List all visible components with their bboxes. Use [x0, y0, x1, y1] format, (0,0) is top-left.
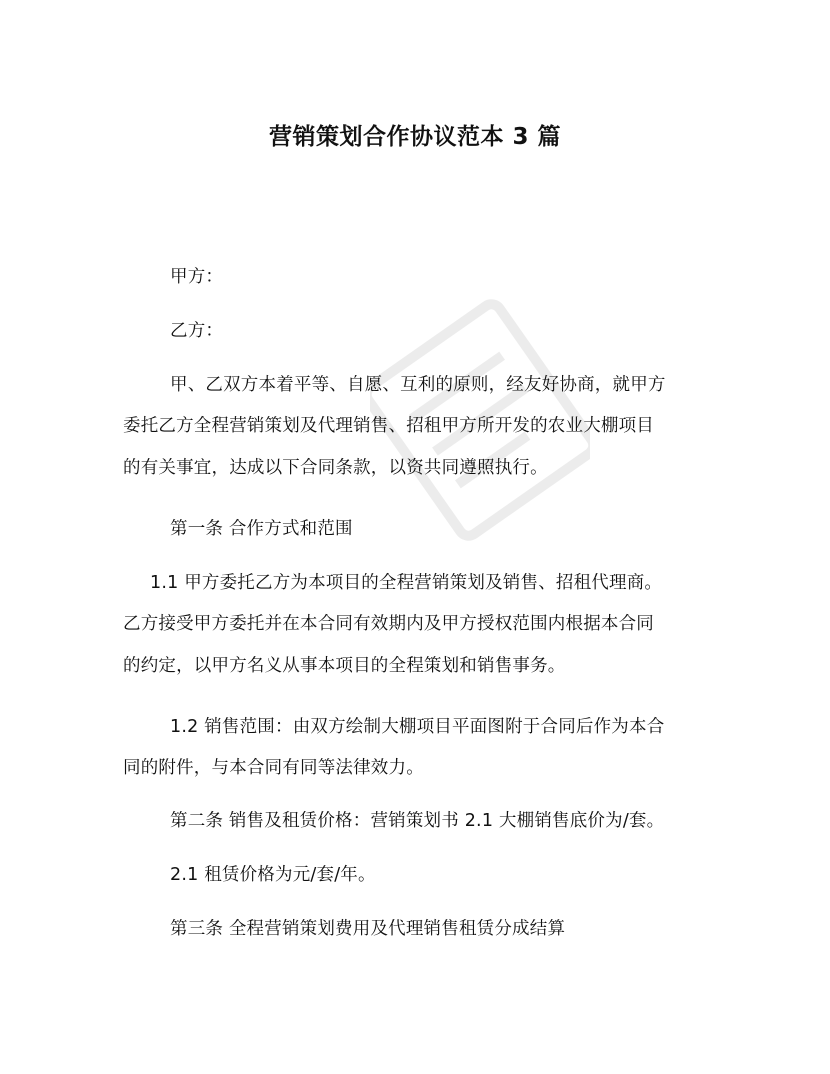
clause-1-2-line-1: 1.2 销售范围：由双方绘制大棚项目平面图附于合同后作为本合 — [170, 717, 665, 737]
clause-1-1-line-2: 乙方接受甲方委托并在本合同有效期内及甲方授权范围内根据本合同 — [123, 614, 654, 634]
document-title: 营销策划合作协议范本 3 篇 — [268, 124, 562, 150]
preamble-line-3: 的有关事宜，达成以下合同条款，以资共同遵照执行。 — [123, 458, 548, 478]
preamble-line-1: 甲、乙双方本着平等、自愿、互利的原则，经友好协商，就甲方 — [170, 375, 666, 395]
party-b-line: 乙方： — [170, 321, 224, 341]
clause-2-1-line: 2.1 租赁价格为元/套/年。 — [170, 865, 376, 885]
preamble-line-2: 委托乙方全程营销策划及代理销售、招租甲方所开发的农业大棚项目 — [123, 416, 654, 436]
article-2-heading: 第二条 销售及租赁价格：营销策划书 2.1 大棚销售底价为/套。 — [170, 811, 665, 831]
article-1-heading: 第一条 合作方式和范围 — [170, 519, 353, 539]
clause-1-1-line-3: 的约定，以甲方名义从事本项目的全程策划和销售事务。 — [123, 656, 566, 676]
clause-1-2-line-2: 同的附件，与本合同有同等法律效力。 — [123, 758, 424, 778]
article-3-heading: 第三条 全程营销策划费用及代理销售租赁分成结算 — [170, 919, 566, 939]
party-a-line: 甲方： — [170, 267, 224, 287]
clause-1-1-line-1: 1.1 甲方委托乙方为本项目的全程营销策划及销售、招租代理商。 — [150, 573, 663, 593]
